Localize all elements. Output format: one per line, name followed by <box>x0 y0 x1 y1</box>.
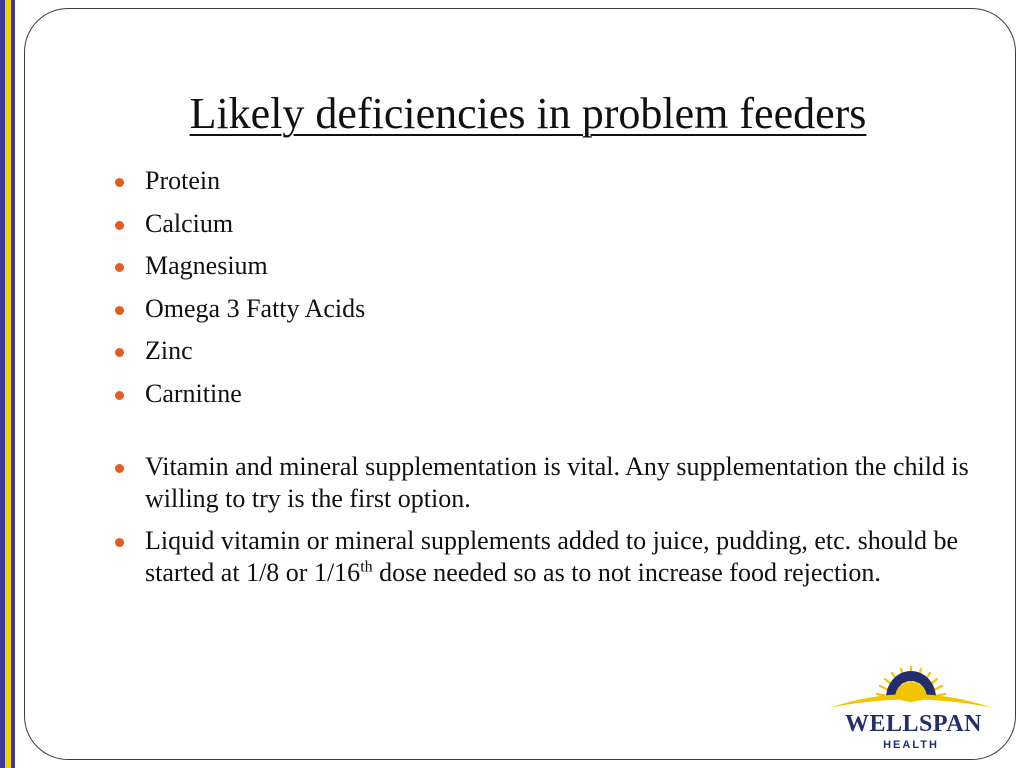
bullet-text-after: dose needed so as to not increase food rejection. <box>372 558 881 587</box>
bullet-icon <box>115 391 124 400</box>
bullet-icon <box>115 221 124 230</box>
list-item <box>113 208 973 240</box>
list-item <box>113 525 973 589</box>
bullet-list <box>113 165 973 600</box>
ordinal-superscript: th <box>360 558 373 576</box>
list-item <box>113 293 973 325</box>
logo-text <box>845 712 985 752</box>
list-item <box>113 378 973 410</box>
bullet-text: Calcium <box>145 208 234 238</box>
bullet-icon <box>115 263 124 272</box>
bullet-text-before: Liquid vitamin or mineral supplements added to juice, pudding, etc. should be started at 1/8 or 1/16 <box>145 526 959 587</box>
bullet-icon <box>115 538 124 547</box>
bullet-text: Vitamin and mineral supplementation is vital. Any supplementation the child is willing to try is the first option. <box>145 451 969 513</box>
list-item <box>113 335 973 367</box>
bullet-text: Omega 3 Fatty Acids <box>145 293 366 323</box>
slide-title: Likely deficiencies in problem feeders <box>189 89 867 138</box>
list-item <box>113 250 973 282</box>
bullet-text: Zinc <box>145 336 193 365</box>
list-item <box>113 165 973 197</box>
bullet-icon <box>115 306 124 315</box>
sunrise-icon <box>829 667 993 708</box>
bullet-icon <box>115 464 124 473</box>
bullet-icon <box>115 348 124 357</box>
list-item <box>113 451 973 515</box>
bullet-icon <box>115 178 124 187</box>
bullet-text: Magnesium <box>145 251 268 280</box>
bullet-text: Carnitine <box>145 378 242 408</box>
logo-name: WELLSPAN <box>845 711 982 737</box>
logo-subtitle: HEALTH <box>883 739 939 751</box>
bullet-text: Protein <box>145 166 221 195</box>
